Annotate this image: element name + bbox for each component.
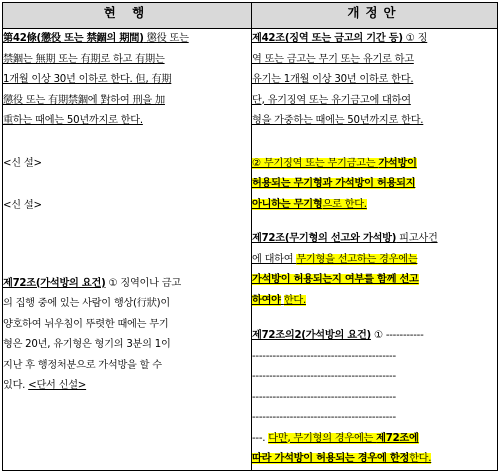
text-segment: 형은 20년, 유기형은 형기의 3분의 1이 xyxy=(3,339,171,350)
text-segment: ① ----------- xyxy=(370,330,424,341)
text-segment: ------------------------------------------ xyxy=(252,391,396,403)
revised-article-72-2 xyxy=(252,326,497,470)
text-line xyxy=(252,91,497,112)
text-line xyxy=(252,326,497,347)
text-line xyxy=(252,70,497,91)
current-article-72 xyxy=(3,274,251,397)
text-segment: 懲役 또는 有期禁錮에 對하여 刑을 加 xyxy=(3,94,165,106)
text-line xyxy=(3,70,251,91)
text-segment: 으로 한다. xyxy=(322,198,367,210)
text-line xyxy=(3,315,251,336)
text-line xyxy=(3,50,251,71)
text-segment: 懲役 또는 xyxy=(143,33,189,44)
text-segment: 가석방이 허용되는지 여부를 함께 선고 xyxy=(252,274,419,285)
text-segment: 第42條(懲役 또는 禁錮의 期間) xyxy=(3,33,144,44)
text-line xyxy=(252,174,497,195)
text-segment: 아니하는 무기형 xyxy=(252,198,323,210)
text-segment: 한다. xyxy=(409,453,432,464)
text-segment: 제72조에 xyxy=(376,432,419,444)
text-segment: 양호하여 뉘우침이 뚜렷한 때에는 무기 xyxy=(3,318,169,330)
text-segment: 허용되는 무기형과 가석방이 허용되지 xyxy=(252,178,416,189)
text-line xyxy=(252,195,497,216)
text-line xyxy=(252,429,497,450)
text-segment: ---. xyxy=(252,432,269,444)
text-segment: 1개월 이상 30년 이하로 한다. 但, 有期 xyxy=(3,74,172,85)
text-segment: <단서 신설> xyxy=(28,380,87,391)
text-segment: 하여야 xyxy=(252,294,281,306)
text-line xyxy=(252,408,497,429)
text-segment: ------------------------------------------ xyxy=(252,412,396,423)
text-segment: 제72조(무기형의 선고와 가석방) xyxy=(252,233,397,244)
text-segment: 제42조(징역 또는 금고의 기간 등) xyxy=(252,33,403,44)
text-line xyxy=(3,29,251,50)
text-segment: 禁錮는 無期 또는 有期로 하고 有期는 xyxy=(3,53,165,65)
text-line xyxy=(252,250,497,271)
text-segment: 제72조(가석방의 요건) xyxy=(3,277,106,289)
revised-article-42 xyxy=(252,29,497,132)
current-new-placeholder-1: <신 설> xyxy=(3,157,42,169)
text-segment: ② 무기징역 또는 무기금고는 xyxy=(252,157,379,169)
current-law-column xyxy=(3,29,252,471)
current-new-placeholder-2: <신 설> xyxy=(3,200,42,211)
text-segment: ------------------------------------------ xyxy=(252,350,396,362)
text-segment: 의 집행 중에 있는 사람이 행상(行狀)이 xyxy=(3,298,170,309)
text-segment: 무기형을 선고하는 경우에는 xyxy=(296,253,418,265)
text-segment: 지난 후 행정처분으로 가석방을 할 수 xyxy=(3,359,162,371)
text-line xyxy=(252,29,497,50)
text-segment: 제72조의2(가석방의 요건) xyxy=(252,330,371,341)
text-line xyxy=(252,291,497,312)
text-line xyxy=(252,388,497,409)
text-segment: 피고사건 xyxy=(396,233,438,244)
current-law-header: 현 행 xyxy=(3,3,252,29)
text-segment: 형을 가중하는 때에는 50년까지로 한다. xyxy=(252,115,424,126)
text-segment: ------------------------------------------ xyxy=(252,371,396,382)
text-segment: 있다. xyxy=(3,380,29,391)
text-segment: 다만, 무기형의 경우에는 xyxy=(268,432,377,444)
current-article-42 xyxy=(3,29,251,132)
comparison-table xyxy=(2,2,498,471)
text-segment: ① 징역이나 금고 xyxy=(105,277,181,289)
text-segment: 따라 가석방이 허용되는 경우에 한정 xyxy=(252,453,410,464)
text-line xyxy=(3,294,251,315)
text-line xyxy=(252,50,497,71)
revised-article-42-paragraph-2 xyxy=(252,154,497,216)
text-segment: 역 또는 금고는 무기 또는 유기로 하고 xyxy=(252,53,414,65)
text-segment: 유기는 1개월 이상 30년 이하로 한다. xyxy=(252,74,414,85)
text-line xyxy=(3,91,251,112)
table-header-row xyxy=(3,3,498,29)
text-line xyxy=(252,449,497,470)
text-line xyxy=(252,270,497,291)
text-line xyxy=(3,376,251,397)
text-segment: 에 대하여 xyxy=(252,253,297,265)
text-segment: 단, 유기징역 또는 유기금고에 대하여 xyxy=(252,94,411,106)
text-segment: 한다. xyxy=(283,294,306,306)
text-line xyxy=(3,274,251,295)
text-segment: ① 징 xyxy=(402,33,428,44)
revised-law-column xyxy=(252,29,498,471)
text-line xyxy=(3,356,251,377)
text-segment: 重하는 때에는 50년까지로 한다. xyxy=(3,115,143,126)
revised-article-72 xyxy=(252,229,497,311)
text-line xyxy=(252,154,497,175)
table-row xyxy=(3,29,498,471)
text-line xyxy=(3,111,251,132)
text-line xyxy=(252,111,497,132)
text-line xyxy=(252,229,497,250)
text-line xyxy=(252,347,497,368)
revised-law-header: 개정안 xyxy=(252,3,498,29)
text-line xyxy=(3,335,251,356)
text-segment: 가석방이 xyxy=(378,157,417,169)
text-line xyxy=(252,367,497,388)
